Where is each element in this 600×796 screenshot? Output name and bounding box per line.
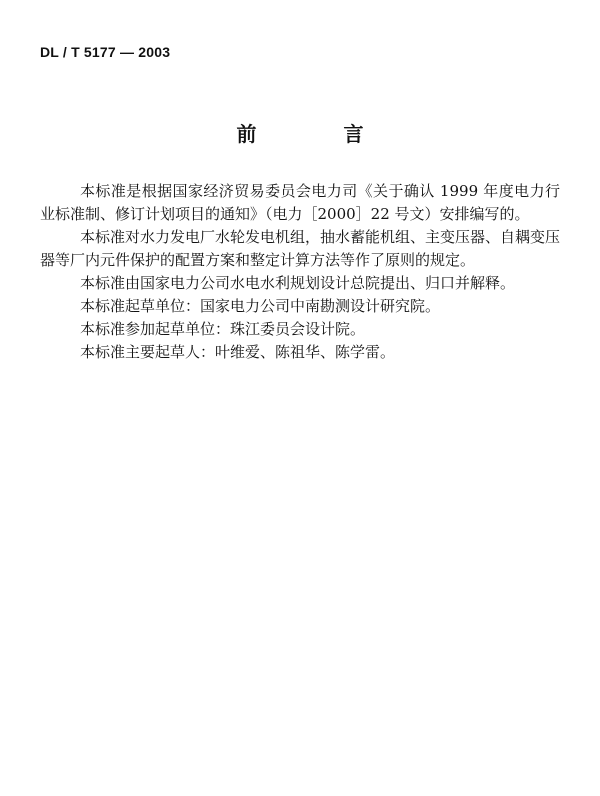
paragraph-drafting-unit: 本标准起草单位：国家电力公司中南勘测设计研究院。 [80,297,441,315]
page-title: 前 言 [236,122,404,146]
preface-body [40,180,560,364]
paragraph-source: 本标准是根据国家经济贸易委员会电力司《关于确认 1999 年度电力行业标准制、修订计划项目的通知》（电力［2000］22 号文）安排编写的。 [40,182,560,223]
paragraph-proposer: 本标准由国家电力公司水电水利规划设计总院提出、归口并解释。 [80,274,516,292]
paragraph-participating-unit: 本标准参加起草单位：珠江委员会设计院。 [80,320,366,338]
paragraph-drafters: 本标准主要起草人：叶维爱、陈祖华、陈学雷。 [80,343,396,361]
paragraph-scope: 本标准对水力发电厂水轮发电机组，抽水蓄能机组、主变压器、自耦变压器等厂内元件保护的配置方案和整定计算方法等作了原则的规定。 [40,228,561,269]
standard-code: DL / T 5177 — 2003 [40,44,171,60]
